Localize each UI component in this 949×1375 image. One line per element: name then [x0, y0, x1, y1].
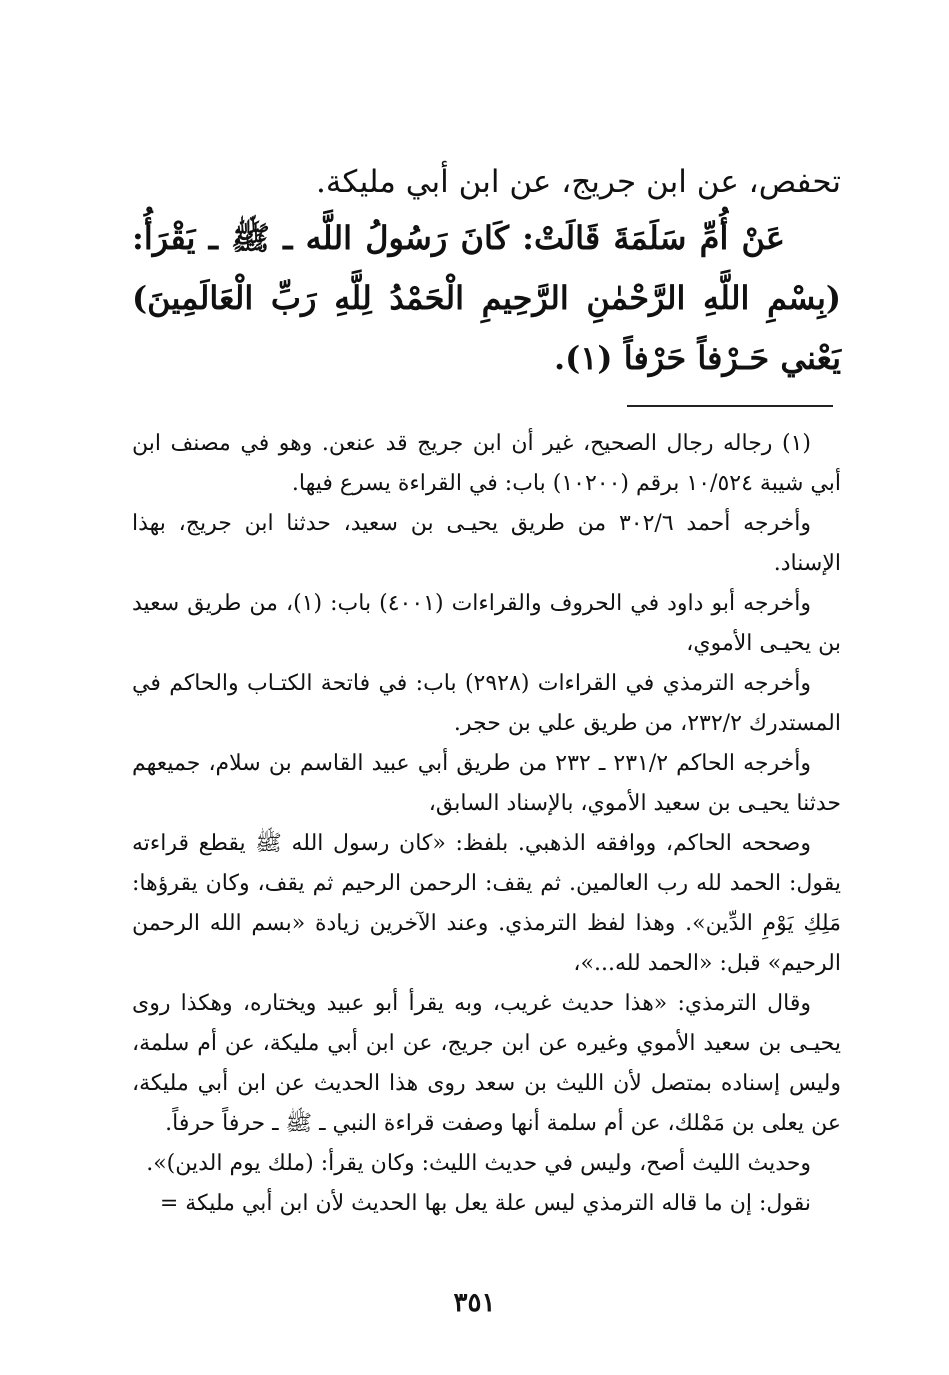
footnote-divider: [627, 405, 833, 407]
footnote-paragraph: نقول: إن ما قاله الترمذي ليس علة يعل بها الحديث لأن ابن أبي مليكة =: [159, 1191, 811, 1216]
footnote-paragraph: وأخرجه الترمذي في القراءات (٢٩٢٨) باب: في فاتحة الكتـاب والحاكم في المستدرك ٢٣٢/٢، من طريق علي بن حجر.: [132, 671, 841, 736]
footnote-paragraph: وحديث الليث أصح، وليس في حديث الليث: وكان يقرأ: (ملك يوم الدين)».: [146, 1151, 811, 1176]
isnad-line: تحفص، عن ابن جريج، عن ابن أبي مليكة.: [316, 164, 841, 200]
footnote-paragraph: (١) رجاله رجال الصحيح، غير أن ابن جريج قد عنعن. وهو في مصنف ابن أبي شيبة ١٠/٥٢٤ برقم (١٠٢٠٠) باب: في القراءة يسرع فيها.: [132, 431, 841, 496]
footnote-paragraph: وأخرجه الحاكم ٢٣١/٢ ـ ٢٣٢ من طريق أبي عبيد القاسم بن سلام، جميعهم حدثنا يحيـى بن سعيد الأموي، بالإسناد السابق،: [132, 751, 841, 816]
hadith-text: عَنْ أُمِّ سَلَمَةَ قَالَتْ: كَانَ رَسُولُ اللَّه ـ ﷺ ـ يَقْرَأُ: (بِسْمِ اللَّهِ الرَّحْمٰنِ الرَّحِيمِ الْحَمْدُ لِلَّهِ رَبِّ الْعَالَمِينَ) يَعْني حَـرْفاً حَرْفاً (١).: [132, 219, 841, 377]
main-text: [132, 156, 841, 388]
footnote-paragraph: وقال الترمذي: «هذا حديث غريب، وبه يقرأ أبو عبيد ويختاره، وهكذا روى يحيـى بن سعيد الأموي وغيره عن ابن جريج، عن ابن أبي مليكة، عن أم سلمة، وليس إسناده بمتصل لأن الليث بن سعد روى هذا الحديث عن ابن أبي مليكة، عن يعلى بن مَمْلك، عن أم سلمة أنها وصفت قراءة النبي ـ ﷺ ـ حرفاً حرفاً.: [132, 991, 842, 1136]
footnotes: [132, 424, 841, 1224]
footnote-paragraph: وصححه الحاكم، ووافقه الذهبي. بلفظ: «كان رسول الله ﷺ يقطع قراءته يقول: الحمد لله رب العالمين. ثم يقف: الرحمن الرحيم ثم يقف، وكان يقرؤها: مَلِكِ يَوْمِ الدِّين». وهذا لفظ الترمذي. وعند الآخرين زيادة «بسم الله الرحمن الرحيم» قبل: «الحمد لله...»،: [132, 831, 841, 976]
footnote-paragraph: وأخرجه أبو داود في الحروف والقراءات (٤٠٠١) باب: (١)، من طريق سعيد بن يحيـى الأموي،: [132, 591, 841, 656]
page-number: ٣٥١: [453, 1288, 496, 1318]
footnote-paragraph: وأخرجه أحمد ٣٠٢/٦ من طريق يحيـى بن سعيد، حدثنا ابن جريج، بهذا الإسناد.: [132, 511, 841, 576]
